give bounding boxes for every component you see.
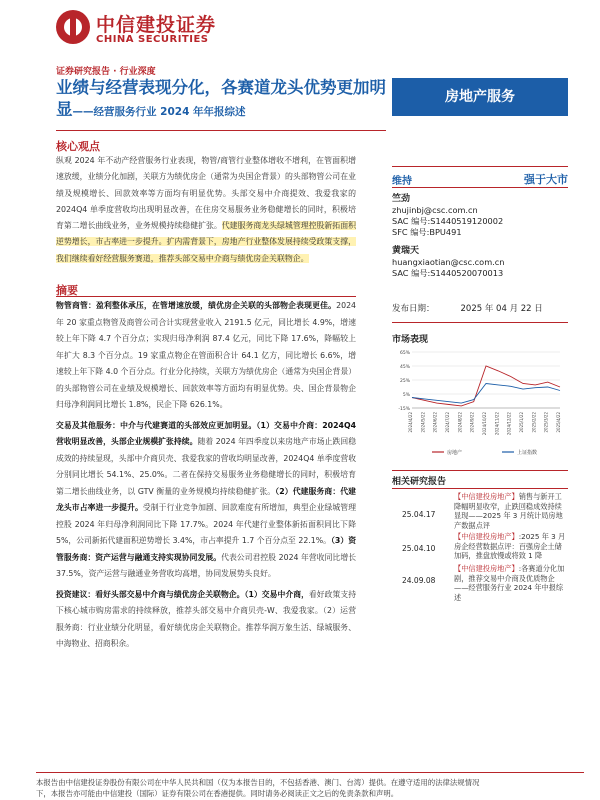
company-logo <box>56 8 216 48</box>
x-tick-label: 2025/2/22 <box>531 412 537 433</box>
abstract-paragraph-transaction: 交易及其他服务：中介与代建赛道的头部效应更加明显。（1）交易中介商：2024Q4 营收明显改善，头部企业规模扩张持续。随着 2024 年四季度以来房地产市场止跌回稳成效的持续显现，头部中介商贝壳、我爱我家的营收均明显改善，2024Q4 单季度营收分别同比增长 54.1%、25.0%。二者在保持交易服务业务稳健增长的同时，积极培育第二增长曲线业务，以 GTV 衡量的业务规模均持续稳健扩张。（2）代建服务商：代建龙头市占率进一步提升。受制于行业竞争加剧、回款难度有所增加，典型企业绿城管理控股 2024 年归母净利润同比下降 17.7%。2024 年代建行业整体新拓面积同比下降 5%，公司新拓代建面积逆势增长 3.4%，市占率提升 1.7 个百分点至 22.1%。（3）资管服务商：资产运营与融通支持实现协同发展。代表公司君控股 2024 年营收同比增长 37.5%，资产运营与融通业务营收均高增，协同发展势头良好。 <box>56 420 356 578</box>
disclaimer-line-1: 本报告由中信建投证券股份有限公司在中华人民共和国（仅为本报告目的，不包括香港、澳门、台湾）提供。在遵守适用的法律法规情况 <box>36 778 480 787</box>
x-tick-label: 2024/10/22 <box>482 412 487 436</box>
rating-box <box>392 166 568 188</box>
related-reports-list <box>392 492 568 622</box>
related-reports-heading: 相关研究报告 <box>392 477 447 487</box>
x-tick-label: 2024/4/22 <box>408 412 413 433</box>
report-subtitle: ——经营服务行业 2024 年年报综述 <box>72 106 246 118</box>
abstract-heading: 摘要 <box>56 284 78 297</box>
analyst-sac: SAC 编号:S1440520070013 <box>392 268 504 278</box>
analyst-2 <box>392 246 568 279</box>
rating-label: 维持 <box>392 176 412 187</box>
disclaimer-line-2: 下，本报告亦可能由中信建投（国际）证券有限公司在香港提供。同时请务必阅读正文之后的免责条款和声明。 <box>36 789 399 798</box>
x-tick-label: 2024/7/22 <box>445 412 450 433</box>
industry-banner: 房地产服务 <box>392 78 568 116</box>
x-tick-label: 2024/12/22 <box>506 412 512 436</box>
related-report-date: 25.04.17 <box>402 510 436 519</box>
date-divider <box>392 322 568 323</box>
y-tick-label: 25% <box>399 379 410 384</box>
publish-date-label: 发布日期： <box>392 304 435 314</box>
analyst-sfc: SFC 编号:BPU491 <box>392 227 462 237</box>
legend-label: 上证指数 <box>517 450 538 456</box>
x-tick-label: 2024/6/22 <box>432 412 438 433</box>
related-report-date: 24.09.08 <box>402 576 436 585</box>
related-report-date: 25.04.10 <box>402 544 436 553</box>
series-line-shanghai-index <box>412 384 560 404</box>
legend-label: 房地产 <box>447 450 463 456</box>
y-tick-label: 45% <box>399 365 410 370</box>
analyst-name: 黄瑞天 <box>392 246 420 256</box>
abstract-body <box>56 298 356 768</box>
y-tick-label: -15% <box>398 407 410 412</box>
related-report-text: 【中信建投房地产】:各赛道分化加剧，推荐交易中介商及优质物企——经营服务行业 2024 年中报综述 <box>454 564 565 602</box>
y-tick-label: 5% <box>402 393 410 398</box>
analyst-email[interactable]: huangxiaotian@csc.com.cn <box>392 257 505 267</box>
analyst-email[interactable]: zhujinbj@csc.com.cn <box>392 205 478 215</box>
title-main: 业绩与经营表现分化，各赛道龙头优势更加明显 <box>56 78 386 119</box>
related-report-text: 【中信建投房地产】:2025 年 3 月房企经营数据点评：百强房企土储加码，推盘放慢或将致 1 降 <box>454 532 566 561</box>
core-view-text-main: 纵观 2024 年不动产经营服务行业表现，物管/商管行业整体增收不增利，在管面积增速放缓，业绩分化加剧，关联方为绩优房企（通常为央国企背景）的头部物管公司在业绩及规模增长、回款效率等方面均有明显优势。头部交易中介商提效、我爱我家的 2024Q4 单季度营收均出现明显改善，在住房交易服务业务稳健增长的同时，积极培育第二增长曲线业务，业务规模持续稳健扩张。 <box>56 156 356 231</box>
report-title <box>56 77 386 123</box>
x-tick-label: 2024/8/22 <box>457 412 463 433</box>
core-view-heading: 核心观点 <box>56 140 100 153</box>
company-emblem-icon <box>56 10 90 44</box>
logo-english-name: CHINA SECURITIES <box>96 34 209 45</box>
x-tick-label: 2025/3/22 <box>543 412 549 433</box>
y-tick-label: 65% <box>399 351 410 356</box>
analyst-1 <box>392 194 568 238</box>
related-divider <box>392 488 568 489</box>
x-tick-label: 2024/11/22 <box>494 412 500 436</box>
abstract-divider <box>56 296 356 297</box>
abstract-paragraph-investment: 投资建议：看好头部交易中介商与绩优房企关联物企。（1）交易中介商，看好政策支持下核心城市购房需求的持续释放，推荐头部交易中介商贝壳-W、我爱我家。（2）运营服务商：行业业绩分化明显，看好绩优房企关联物企。推荐华润万象生活、绿城服务、中海物业、招商积余。 <box>56 589 356 648</box>
logo-chinese-name: 中信建投证券 <box>96 14 217 36</box>
publish-date-value: 2025 年 04 月 22 日 <box>460 304 543 314</box>
publish-date <box>392 302 543 314</box>
analyst-sac: SAC 编号:S1440519120002 <box>392 216 504 226</box>
related-report-text: 【中信建投房地产】销售与新开工降幅明显收窄，止跌回稳成效持续显现——2025 年 3 月统计局房地产数据点评 <box>454 492 563 530</box>
rating-value: 强于大市 <box>524 173 568 186</box>
core-view-text-highlight: 代建服务商龙头绿城管理控股新拓面积逆势增长，市占率进一步提升。扩内需背景下，房地产行业整体发展持续受政策支撑，我们继续看好经营服务赛道，推荐头部交易中介商与绩优房企关联物企。 <box>56 221 356 263</box>
disclaimer-footer <box>36 772 584 799</box>
market-performance-chart <box>392 346 568 458</box>
x-tick-label: 2025/1/22 <box>519 412 524 433</box>
x-tick-label: 2024/9/22 <box>469 412 475 433</box>
market-heading: 市场表现 <box>392 335 429 345</box>
core-view-text <box>56 153 356 283</box>
title-divider <box>56 130 386 131</box>
x-tick-label: 2025/4/22 <box>556 412 561 433</box>
abstract-paragraph-property: 物管商管：盈利整体承压，在管增速放缓，绩优房企关联的头部物企表现更佳。2024 年 20 家重点物管及商管公司合计实现营业收入 2191.5 亿元，同比增长 4.9%，增速较上年下降 4.7 个百分点；实现归母净利润 87.4 亿元，同比下降 17.6%，降幅较上年扩大 8.3 个百分点。19 家重点物企在管面积合计 64.1 亿方，同比增长 6.6%，增速较上年下降 4.0 个百分点。行业分化持续，关联方为绩优房企（通常为央国企背景）的头部物管公司在业绩及规模增长、回款效率等方面均有明显优势。央、国企背景物企归母净利润同比增长 1.8%，民企下降 626.1%。 <box>56 301 356 409</box>
x-tick-label: 2024/5/22 <box>420 412 426 433</box>
related-divider-top <box>392 470 568 471</box>
analyst-name: 竺劲 <box>392 194 411 204</box>
report-type: 证券研究报告 · 行业深度 <box>56 67 156 77</box>
